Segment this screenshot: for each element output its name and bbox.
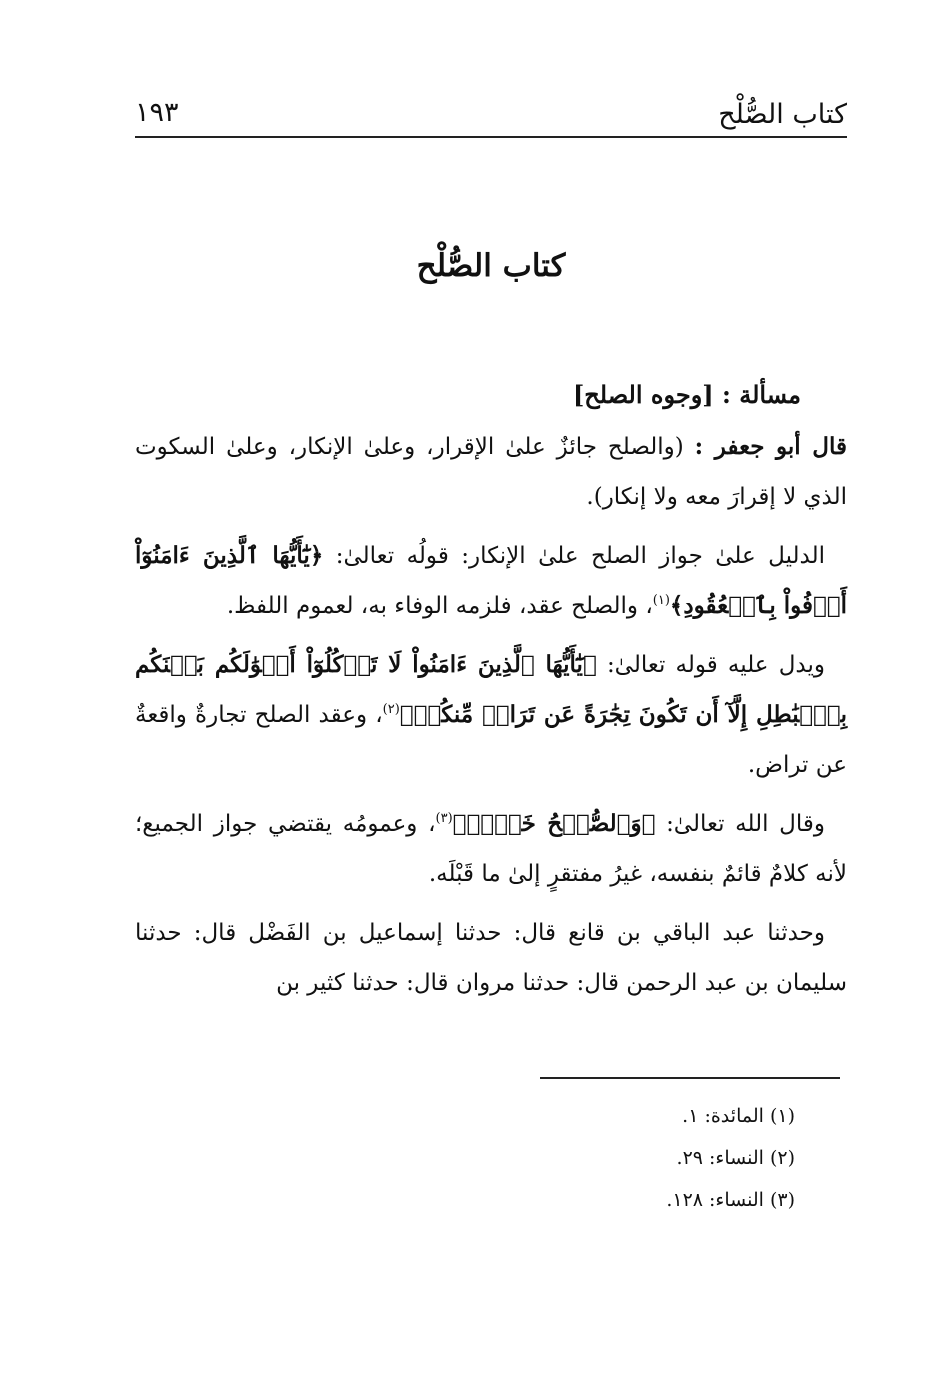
paragraph-text: ، وعقد الصلح تجارةٌ واقعةٌ عن تراض. [135, 702, 847, 778]
paragraph-5 [135, 908, 847, 1008]
paragraph-text: (والصلح جائزٌ علىٰ الإقرار، وعلىٰ الإنكار، وعلىٰ السكوت الذي لا إقرارَ معه ولا إنكار). [135, 434, 847, 510]
paragraph-text: ، وعمومُه يقتضي جواز الجميع؛ لأنه كلامٌ قائمٌ بنفسه، غيرُ مفتقرٍ إلىٰ ما قَبْلَه. [135, 811, 847, 887]
running-title: كتاب الصُّلْح [718, 99, 847, 130]
issue-title: [وجوه الصلح] [572, 380, 714, 409]
issue-heading [135, 370, 847, 420]
paragraph-1 [135, 422, 847, 522]
footnote-item: (١) المائدة: ١. [682, 1105, 795, 1127]
paragraph-text: وحدثنا عبد الباقي بن قانع قال: حدثنا إسماعيل بن الفَضْل قال: حدثنا سليمان بن عبد الرحمن قال: حدثنا مروان قال: حدثنا كثير بن [135, 920, 847, 996]
footnote-item: (٣) النساء: ١٢٨. [666, 1189, 795, 1211]
paragraph-text: وقال الله تعالىٰ: [666, 811, 826, 837]
footnote-item: (٢) النساء: ٢٩. [676, 1147, 795, 1169]
footnote-divider [540, 1077, 840, 1079]
speaker: قال أبو جعفر : [694, 433, 848, 460]
quran-verse: ﴿وَٱلصُّلۡحُ خَيۡرٞ﴾ [452, 810, 656, 837]
paragraph-3 [135, 640, 847, 790]
paragraph-4 [135, 799, 847, 899]
footnote-ref: (٢) [382, 702, 400, 717]
body-text [135, 370, 847, 1017]
quran-verse: ﴿يَٰٓأَيُّهَا ٱلَّذِينَ ءَامَنُوٓاْ أَوۡفُواْ بِٱلۡعُقُودِ﴾ [135, 542, 847, 619]
chapter-title: كتاب الصُّلْح [416, 248, 566, 284]
paragraph-text: ويدل عليه قوله تعالىٰ: [606, 652, 825, 678]
running-header [135, 92, 847, 138]
quran-verse: ﴿يَٰٓأَيُّهَا ٱلَّذِينَ ءَامَنُواْ لَا تَأۡكُلُوٓاْ أَمۡوَٰلَكُم بَيۡنَكُم بِٱلۡبَٰطِلِ إِلَّآ أَن تَكُونَ تِجَٰرَةً عَن تَرَاضٖ مِّنكُمۡ﴾ [135, 651, 847, 728]
paragraph-2 [135, 531, 847, 631]
footnote-ref: (١) [652, 593, 670, 608]
footnote-ref: (٣) [435, 811, 453, 826]
paragraph-text: ، والصلح عقد، فلزمه الوفاء به، لعموم اللفظ. [226, 593, 653, 619]
issue-label: مسألة : [722, 380, 801, 409]
page-number: ١٩٣ [135, 97, 179, 128]
footnotes [135, 1095, 847, 1221]
paragraph-text: الدليل علىٰ جواز الصلح علىٰ الإنكار: قولُه تعالىٰ: [335, 543, 826, 569]
